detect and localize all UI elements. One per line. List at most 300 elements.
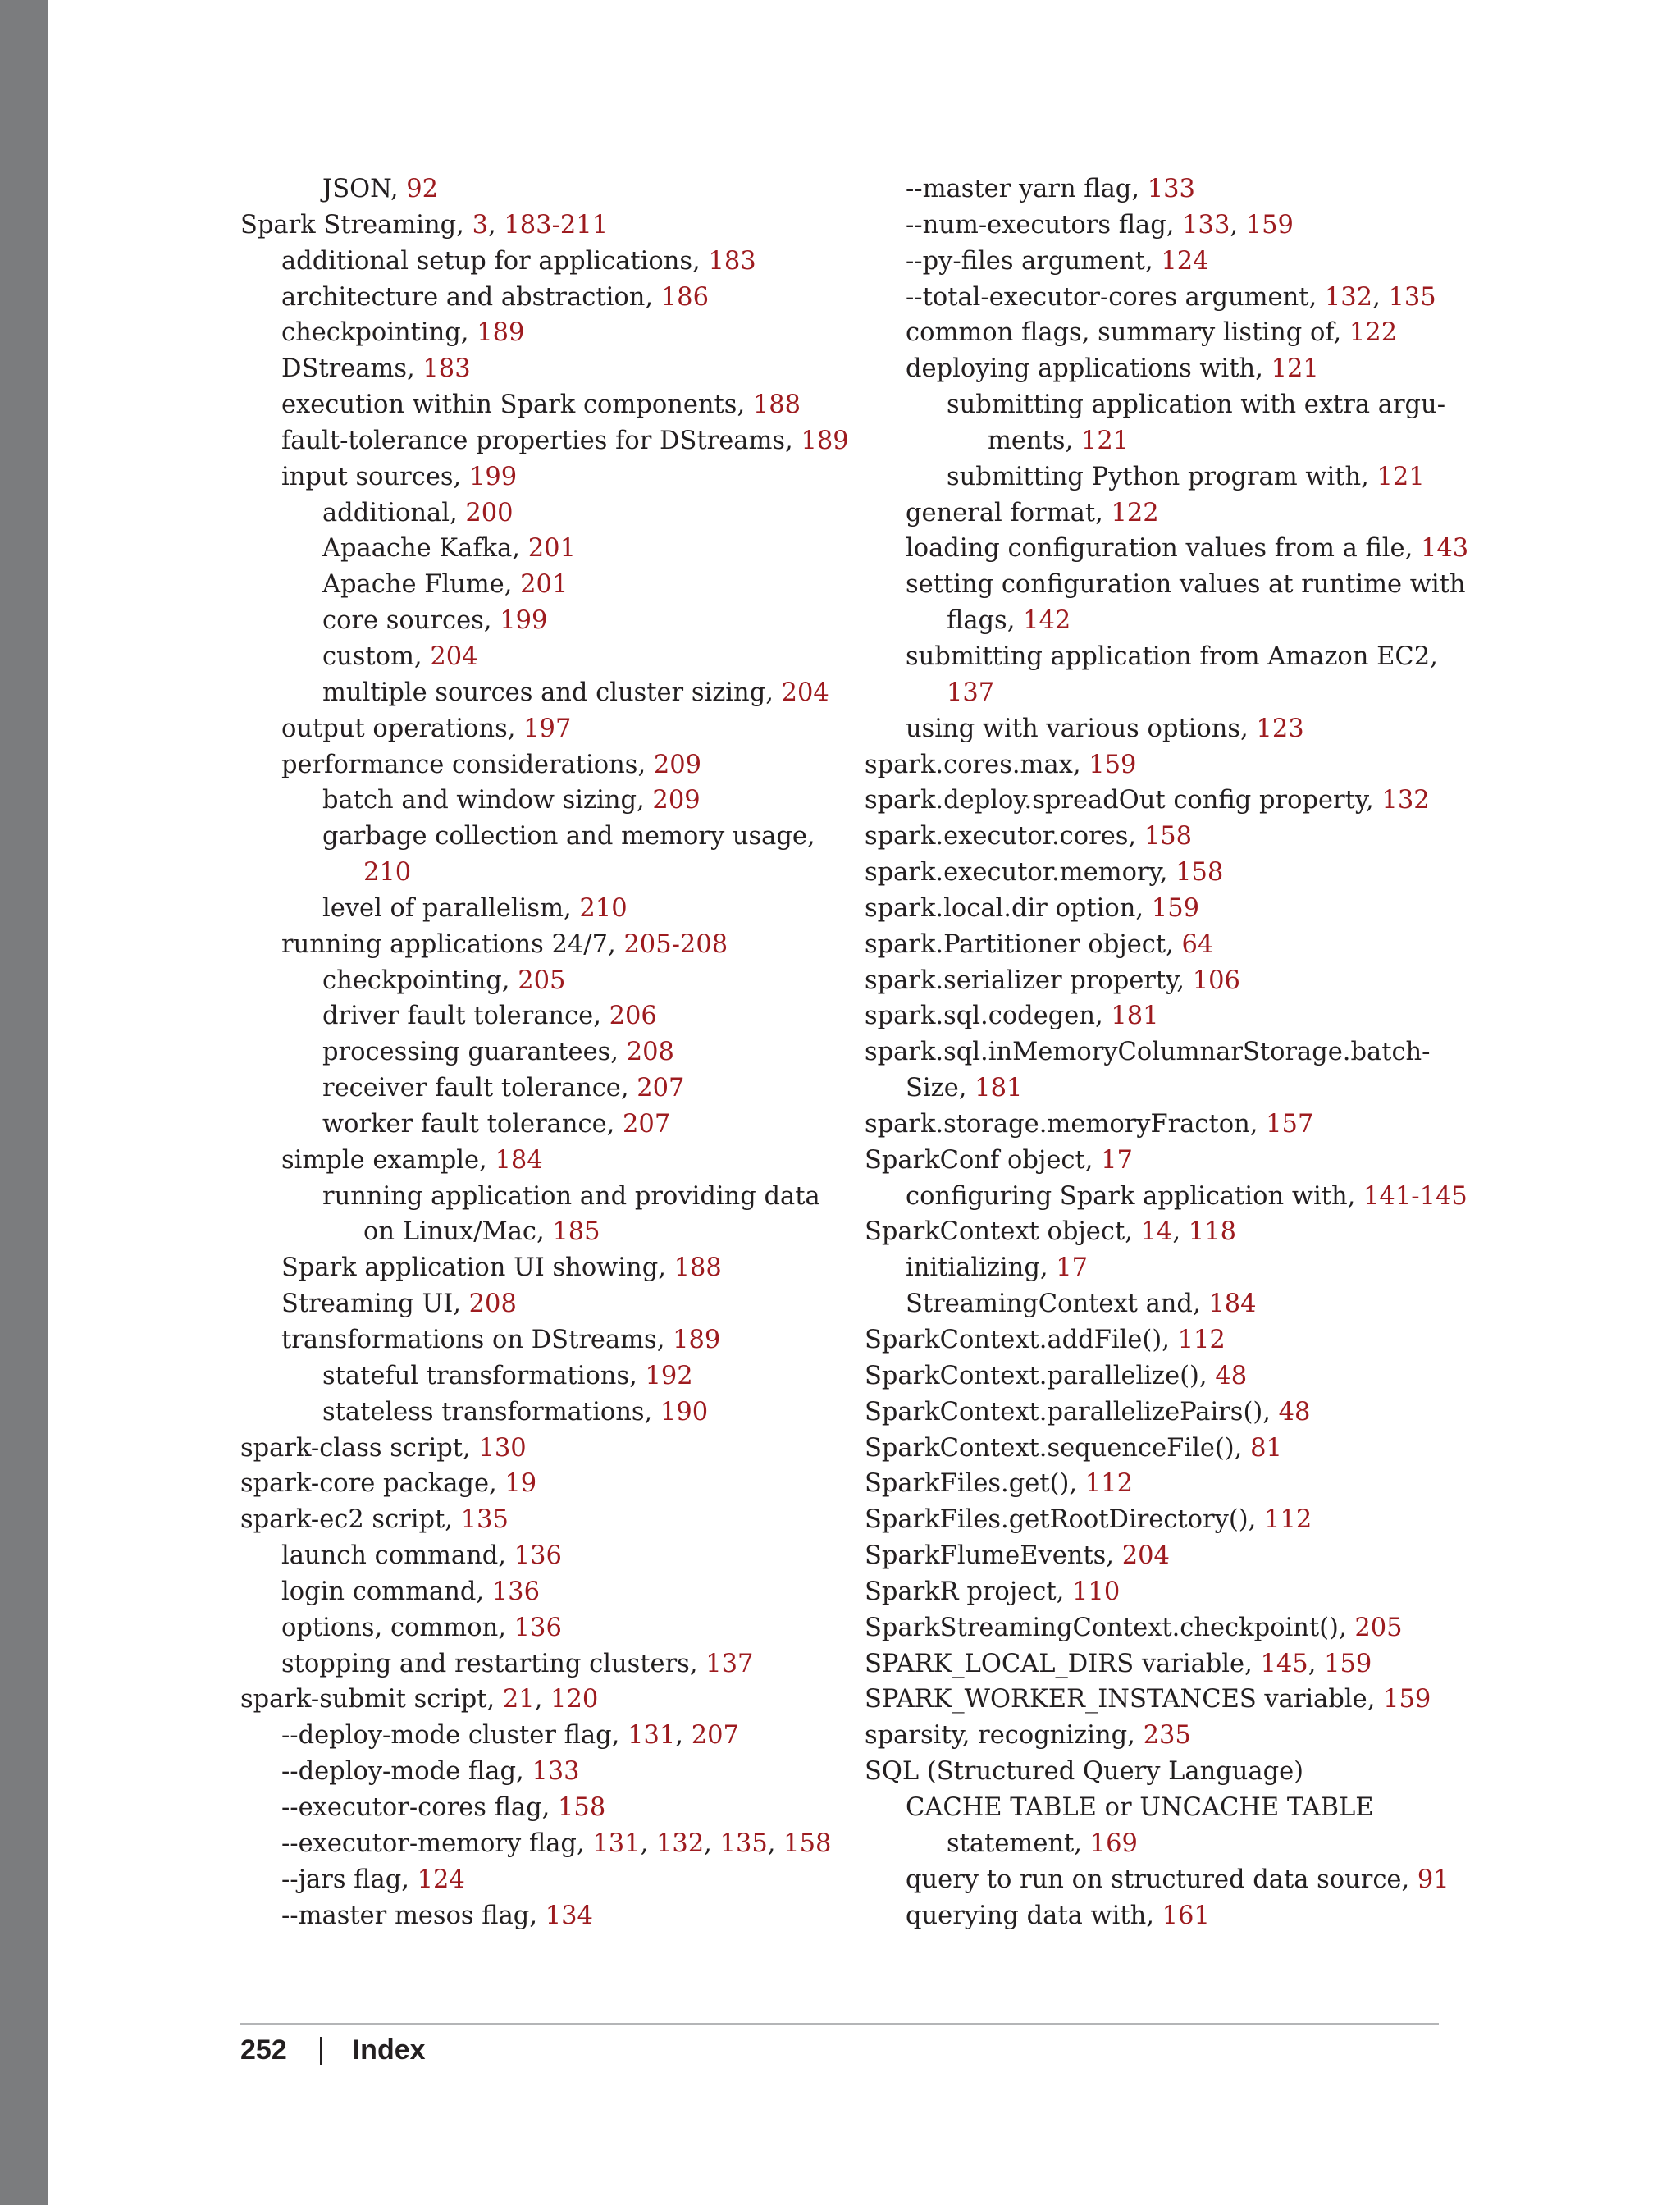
index-term: SPARK_LOCAL_DIRS variable, [865, 1649, 1261, 1678]
index-entry [865, 891, 1455, 927]
index-term: --deploy-mode flag, [281, 1757, 532, 1787]
index-term: SparkConf object, [865, 1145, 1102, 1175]
index-term: --master yarn flag, [906, 175, 1148, 203]
page-ref-link[interactable]: 137 [947, 678, 995, 707]
page-ref-link[interactable]: 110 [1072, 1577, 1121, 1606]
page-ref-link[interactable]: 235 [1143, 1721, 1191, 1751]
index-term: stateful transformations, [322, 1361, 646, 1390]
page-ref-link[interactable]: 124 [1161, 246, 1209, 276]
index-term: custom, [322, 641, 431, 671]
index-entry [240, 1754, 847, 1790]
index-entry [240, 1826, 847, 1862]
index-term: --executor-cores flag, [281, 1792, 559, 1822]
index-term: spark.executor.memory, [865, 858, 1176, 888]
index-entry [240, 387, 847, 423]
index-term: DStreams, [281, 354, 423, 384]
index-term: --num-executors flag, [906, 210, 1183, 240]
index-term: transformations on DStreams, [281, 1326, 673, 1354]
index-term: spark.sql.codegen, [865, 1002, 1112, 1031]
index-column-right [865, 171, 1469, 1933]
index-term: SparkContext.parallelize(), [865, 1361, 1216, 1390]
index-term: additional setup for applications, [281, 246, 709, 276]
index-term: --deploy-mode cluster flag, [281, 1721, 628, 1751]
index-term: login command, [281, 1577, 492, 1606]
index-term: simple example, [281, 1145, 495, 1175]
page-ref-link[interactable]: 210 [363, 858, 412, 888]
index-entry [865, 1143, 1455, 1179]
index-entry [240, 855, 847, 891]
index-term: stopping and restarting clusters, [281, 1649, 706, 1678]
page-ref-link[interactable]: 131 [628, 1721, 676, 1751]
index-term: sparsity, recognizing, [865, 1721, 1144, 1751]
index-term: spark.local.dir option, [865, 893, 1152, 923]
index-term: SparkFiles.get(), [865, 1469, 1085, 1499]
index-entry [865, 1754, 1455, 1790]
page-ref-link[interactable]: 200 [465, 498, 514, 527]
index-entry [240, 1395, 847, 1431]
page-ref-link[interactable]: 112 [1084, 1469, 1133, 1499]
page-ref-link[interactable]: 135 [460, 1505, 509, 1535]
index-entry [240, 1358, 847, 1395]
page-ref-link[interactable]: 161 [1162, 1901, 1210, 1930]
index-entry [865, 1826, 1455, 1862]
page-ref-link[interactable]: 121 [1376, 462, 1425, 491]
page-ref-link[interactable]: 209 [652, 786, 701, 815]
page-ref-link[interactable]: 136 [514, 1613, 562, 1642]
page-ref-link[interactable]: 122 [1111, 498, 1159, 527]
page-footer [240, 2034, 426, 2066]
index-term: output operations, [281, 714, 524, 743]
index-entry [865, 675, 1455, 711]
index-term: processing guarantees, [322, 1038, 627, 1067]
index-entry [240, 1322, 847, 1358]
page-ref-link[interactable]: 197 [523, 714, 572, 743]
index-term: spark.serializer property, [865, 966, 1193, 995]
index-term: --master mesos flag, [281, 1901, 546, 1930]
index-entry [240, 783, 847, 819]
index-term: fault-tolerance properties for DStreams, [281, 426, 801, 455]
index-term: execution within Spark components, [281, 390, 753, 420]
page-ref-link[interactable]: 141-145 [1363, 1181, 1468, 1211]
index-term: stateless transformations, [322, 1397, 660, 1427]
footer-separator [320, 2037, 322, 2065]
page-ref-link[interactable]: 201 [520, 570, 568, 600]
index-entry [865, 244, 1455, 280]
index-term: SparkR project, [865, 1577, 1073, 1606]
index-term: setting configuration values at runtime with [906, 570, 1466, 600]
index-entry [240, 639, 847, 675]
index-term: spark.sql.inMemoryColumnarStorage.batch- [865, 1038, 1431, 1067]
page-ref-link[interactable]: 137 [705, 1649, 754, 1678]
index-entry [240, 1179, 847, 1215]
page-ref-link[interactable]: 188 [673, 1253, 722, 1283]
index-entry [240, 1610, 847, 1646]
index-entry [865, 171, 1455, 208]
index-column-left [240, 171, 847, 1933]
page-ref-link[interactable]: 159 [1324, 1649, 1372, 1678]
index-term: SparkContext.parallelizePairs(), [865, 1397, 1279, 1427]
index-entry [865, 1431, 1455, 1467]
page-ref-link[interactable]: 189 [801, 426, 849, 455]
index-term: SparkStreamingContext.checkpoint(), [865, 1613, 1355, 1642]
page-ref-link[interactable]: 121 [1271, 354, 1319, 384]
index-entry [865, 315, 1455, 351]
index-entry [240, 423, 847, 459]
index-term: Spark Streaming, [240, 210, 472, 240]
index-term: flags, [947, 606, 1024, 636]
page-ref-link[interactable]: 207 [623, 1109, 671, 1139]
index-entry [865, 495, 1455, 532]
index-term: SPARK_WORKER_INSTANCES variable, [865, 1685, 1384, 1714]
index-entry [240, 711, 847, 747]
page-ref-link[interactable]: 132 [1381, 786, 1430, 815]
page-ref-link[interactable]: 136 [514, 1541, 562, 1571]
index-term: on Linux/Mac, [363, 1217, 553, 1247]
index-entry [865, 1358, 1455, 1395]
index-term: SparkFlumeEvents, [865, 1541, 1122, 1571]
page-ref-link[interactable]: 159 [1089, 750, 1137, 779]
index-term: garbage collection and memory usage, [322, 822, 815, 851]
index-term: Apaache Kafka, [322, 534, 528, 564]
page-ref-separator: , [1308, 1649, 1325, 1678]
index-entry [865, 1718, 1455, 1754]
index-term: spark.storage.memoryFracton, [865, 1109, 1267, 1139]
page-ref-link[interactable]: 14 [1140, 1217, 1173, 1247]
index-term: batch and window sizing, [322, 786, 653, 815]
index-term: StreamingContext and, [906, 1290, 1209, 1319]
index-entry [240, 603, 847, 639]
index-entry [240, 171, 847, 208]
page-ref-link[interactable]: 181 [1111, 1002, 1159, 1031]
page-ref-link[interactable]: 124 [417, 1865, 465, 1894]
page-ref-link[interactable]: 122 [1349, 318, 1398, 348]
page-ref-link[interactable]: 209 [653, 750, 702, 779]
index-entry [240, 1143, 847, 1179]
index-entry [865, 963, 1455, 999]
index-term: architecture and abstraction, [281, 282, 661, 312]
index-entry [865, 1250, 1455, 1286]
index-term: CACHE TABLE or UNCACHE TABLE [906, 1792, 1374, 1822]
page-ref-link[interactable]: 48 [1215, 1361, 1248, 1390]
page-ref-link[interactable]: 106 [1192, 966, 1240, 995]
page-ref-separator: , [1230, 210, 1246, 240]
index-term: input sources, [281, 462, 469, 491]
index-entry [240, 1898, 847, 1934]
page-ref-link[interactable]: 158 [1176, 858, 1224, 888]
page-ref-link[interactable]: 120 [550, 1685, 599, 1714]
index-entry [865, 1610, 1455, 1646]
page-ref-link[interactable]: 130 [478, 1433, 527, 1463]
page-ref-link[interactable]: 199 [468, 462, 518, 491]
footer-rule [240, 2023, 1439, 2025]
page-ref-link[interactable]: 158 [783, 1828, 832, 1858]
index-entry [865, 747, 1455, 783]
page-ref-link[interactable]: 132 [1324, 282, 1373, 312]
index-term: submitting application from Amazon EC2, [906, 641, 1438, 671]
page-ref-separator: , [767, 1828, 784, 1858]
index-term: core sources, [322, 606, 500, 636]
page-ref-link[interactable]: 159 [1383, 1685, 1431, 1714]
page-ref-link[interactable]: 133 [1182, 210, 1230, 240]
page-ref-separator: , [675, 1721, 692, 1751]
page-ref-link[interactable]: 136 [491, 1577, 540, 1606]
page-ref-link[interactable]: 189 [673, 1326, 721, 1354]
index-term: submitting application with extra argu- [947, 390, 1446, 420]
index-entry [240, 1862, 847, 1898]
page-ref-link[interactable]: 192 [645, 1361, 693, 1390]
index-entry [240, 1790, 847, 1826]
index-entry [865, 1862, 1455, 1898]
index-entry [240, 1431, 847, 1467]
page-ref-link[interactable]: 134 [545, 1901, 593, 1930]
page-ref-link[interactable]: 81 [1250, 1433, 1282, 1463]
page-ref-link[interactable]: 131 [592, 1828, 641, 1858]
index-entry [865, 998, 1455, 1034]
index-entry [240, 891, 847, 927]
index-entry [240, 819, 847, 855]
page-ref-link[interactable]: 184 [495, 1145, 543, 1175]
page-ref-link[interactable]: 158 [1144, 822, 1193, 851]
page-ref-link[interactable]: 112 [1177, 1326, 1226, 1354]
index-entry [865, 387, 1455, 423]
index-term: performance considerations, [281, 750, 654, 779]
index-entry [240, 1034, 847, 1071]
index-entry [240, 1071, 847, 1107]
page-ref-link[interactable]: 204 [430, 641, 478, 671]
index-term: common flags, summary listing of, [906, 318, 1349, 348]
page-ref-link[interactable]: 207 [637, 1074, 685, 1103]
index-entry [865, 208, 1455, 244]
index-term: SQL (Structured Query Language) [865, 1757, 1304, 1787]
index-entry [865, 819, 1455, 855]
index-entry [240, 1502, 847, 1538]
index-entry [865, 1502, 1455, 1538]
page-ref-link[interactable]: 206 [609, 1002, 657, 1031]
index-term: SparkFiles.getRootDirectory(), [865, 1505, 1265, 1535]
index-entry [865, 1034, 1455, 1071]
index-term: additional, [322, 498, 466, 527]
page-ref-link[interactable]: 48 [1278, 1397, 1311, 1427]
page-ref-link[interactable]: 17 [1101, 1145, 1133, 1175]
index-term: ments, [988, 426, 1081, 455]
index-term: deploying applications with, [906, 354, 1271, 384]
page-ref-link[interactable]: 3 [472, 210, 488, 240]
index-term: multiple sources and cluster sizing, [322, 678, 782, 707]
index-entry [240, 567, 847, 603]
index-entry [240, 747, 847, 783]
index-entry [240, 1286, 847, 1322]
page-ref-link[interactable]: 123 [1256, 714, 1304, 743]
index-term: spark.deploy.spreadOut config property, [865, 786, 1382, 815]
index-entry [865, 531, 1469, 567]
page-ref-link[interactable]: 133 [1147, 175, 1195, 203]
index-entry [240, 1107, 847, 1143]
index-entry [865, 567, 1466, 603]
index-term: spark-submit script, [240, 1685, 503, 1714]
index-entry [865, 1395, 1455, 1431]
page-ref-link[interactable]: 142 [1023, 606, 1071, 636]
index-entry [865, 1071, 1455, 1107]
page-ref-link[interactable]: 183-211 [504, 210, 609, 240]
page-number: 252 [240, 2034, 287, 2066]
index-entry [240, 351, 847, 387]
page-ref-link[interactable]: 186 [660, 282, 709, 312]
page-ref-link[interactable]: 208 [626, 1038, 674, 1067]
index-entry [240, 1250, 847, 1286]
page-ref-separator: , [534, 1685, 551, 1714]
index-entry [865, 1574, 1455, 1610]
page-ref-link[interactable]: 118 [1188, 1217, 1237, 1247]
index-term: querying data with, [906, 1901, 1162, 1930]
index-term: JSON, [322, 175, 407, 203]
index-term: Streaming UI, [281, 1290, 469, 1319]
page-ref-link[interactable]: 145 [1260, 1649, 1308, 1678]
page-ref-link[interactable]: 157 [1266, 1109, 1314, 1139]
index-entry [865, 927, 1455, 963]
index-term: Size, [906, 1074, 975, 1103]
index-term: worker fault tolerance, [322, 1109, 623, 1139]
index-entry [865, 1682, 1455, 1718]
index-term: --total-executor-cores argument, [906, 282, 1325, 312]
index-entry [240, 1214, 847, 1250]
index-term: initializing, [906, 1253, 1057, 1283]
page-ref-link[interactable]: 184 [1208, 1290, 1257, 1319]
page-ref-link[interactable]: 207 [691, 1721, 739, 1751]
page-ref-link[interactable]: 188 [752, 390, 801, 420]
index-term: receiver fault tolerance, [322, 1074, 637, 1103]
index-entry [865, 423, 1455, 459]
index-term: checkpointing, [281, 318, 477, 348]
page-ref-link[interactable]: 17 [1056, 1253, 1089, 1283]
index-entry [240, 244, 847, 280]
index-term: query to run on structured data source, [906, 1865, 1418, 1894]
page-ref-link[interactable]: 205 [1354, 1613, 1403, 1642]
page-ref-link[interactable]: 143 [1421, 534, 1469, 564]
index-entry [865, 1322, 1455, 1358]
index-entry [865, 1286, 1455, 1322]
index-term: running application and providing data [322, 1181, 820, 1211]
index-term: loading configuration values from a file, [906, 534, 1421, 564]
page-ref-link[interactable]: 121 [1080, 426, 1130, 455]
index-term: general format, [906, 498, 1112, 527]
page-ref-link[interactable]: 201 [527, 534, 576, 564]
page-ref-link[interactable]: 112 [1264, 1505, 1312, 1535]
index-entry [865, 1538, 1455, 1574]
page-ref-link[interactable]: 169 [1089, 1828, 1138, 1858]
index-entry [240, 495, 847, 532]
index-entry [240, 1466, 847, 1502]
page-ref-link[interactable]: 204 [781, 678, 829, 707]
index-entry [865, 1107, 1455, 1143]
page-ref-link[interactable]: 190 [660, 1397, 709, 1427]
index-entry [240, 315, 847, 351]
index-term: statement, [947, 1828, 1090, 1858]
page-ref-link[interactable]: 159 [1245, 210, 1294, 240]
page-ref-link[interactable]: 132 [655, 1828, 705, 1858]
index-entry [865, 1790, 1455, 1826]
index-term: Apache Flume, [322, 570, 521, 600]
index-term: using with various options, [906, 714, 1257, 743]
index-term: --executor-memory flag, [281, 1828, 593, 1858]
page-ref-separator: , [1372, 282, 1389, 312]
index-entry [865, 1179, 1468, 1215]
index-term: spark-class script, [240, 1433, 479, 1463]
index-entry [865, 639, 1455, 675]
index-entry [240, 1538, 847, 1574]
index-entry [240, 208, 847, 244]
index-entry [240, 531, 847, 567]
index-term: configuring Spark application with, [906, 1181, 1364, 1211]
index-entry [865, 351, 1455, 387]
page-ref-link[interactable]: 19 [504, 1469, 537, 1499]
index-entry [240, 998, 847, 1034]
page-ref-separator: , [640, 1828, 656, 1858]
page-ref-link[interactable]: 183 [422, 354, 471, 384]
index-term: driver fault tolerance, [322, 1002, 609, 1031]
section-title: Index [352, 2034, 426, 2066]
page-ref-link[interactable]: 204 [1121, 1541, 1170, 1571]
page-ref-link[interactable]: 135 [1388, 282, 1436, 312]
index-term: spark-core package, [240, 1469, 505, 1499]
page-ref-link[interactable]: 91 [1417, 1865, 1449, 1894]
page-ref-link[interactable]: 183 [708, 246, 756, 276]
index-term: SparkContext.addFile(), [865, 1326, 1178, 1354]
index-entry [240, 927, 847, 963]
index-term: spark-ec2 script, [240, 1505, 461, 1535]
index-term: SparkContext.sequenceFile(), [865, 1433, 1251, 1463]
page-ref-link[interactable]: 135 [719, 1828, 768, 1858]
page-ref-link[interactable]: 205 [518, 966, 566, 995]
index-entry [240, 1718, 847, 1754]
index-term: launch command, [281, 1541, 514, 1571]
page-ref-separator: , [1172, 1217, 1189, 1247]
index-entry [240, 675, 847, 711]
index-term: --py-files argument, [906, 246, 1162, 276]
index-term: options, common, [281, 1613, 514, 1642]
page-ref-link[interactable]: 185 [552, 1217, 600, 1247]
page-ref-link[interactable]: 64 [1181, 929, 1214, 959]
page-ref-link[interactable]: 208 [468, 1290, 517, 1319]
index-term: Spark application UI showing, [281, 1253, 674, 1283]
page-ref-link[interactable]: 189 [477, 318, 525, 348]
index-entry [865, 280, 1455, 316]
page-ref-link[interactable]: 133 [532, 1757, 580, 1787]
index-entry [865, 603, 1455, 639]
page-ref-link[interactable]: 21 [502, 1685, 535, 1714]
page-ref-separator: , [487, 210, 504, 240]
index-entry [865, 711, 1455, 747]
index-entry [865, 1898, 1455, 1934]
index-entry [865, 1214, 1455, 1250]
page-ref-separator: , [704, 1828, 720, 1858]
page-ref-link[interactable]: 159 [1151, 893, 1200, 923]
index-entry [865, 855, 1455, 891]
index-term: --jars flag, [281, 1865, 418, 1894]
index-term: spark.executor.cores, [865, 822, 1144, 851]
index-entry [240, 459, 847, 495]
index-term: SparkContext object, [865, 1217, 1141, 1247]
page-ref-link[interactable]: 210 [579, 893, 628, 923]
index-entry [865, 1646, 1455, 1682]
page-ref-link[interactable]: 181 [975, 1074, 1023, 1103]
page-ref-link[interactable]: 205-208 [623, 929, 728, 959]
page-ref-link[interactable]: 199 [500, 606, 548, 636]
index-entry [240, 1574, 847, 1610]
index-entry [240, 963, 847, 999]
page-ref-link[interactable]: 92 [406, 175, 439, 203]
index-entry [865, 783, 1455, 819]
page-ref-link[interactable]: 158 [558, 1792, 606, 1822]
